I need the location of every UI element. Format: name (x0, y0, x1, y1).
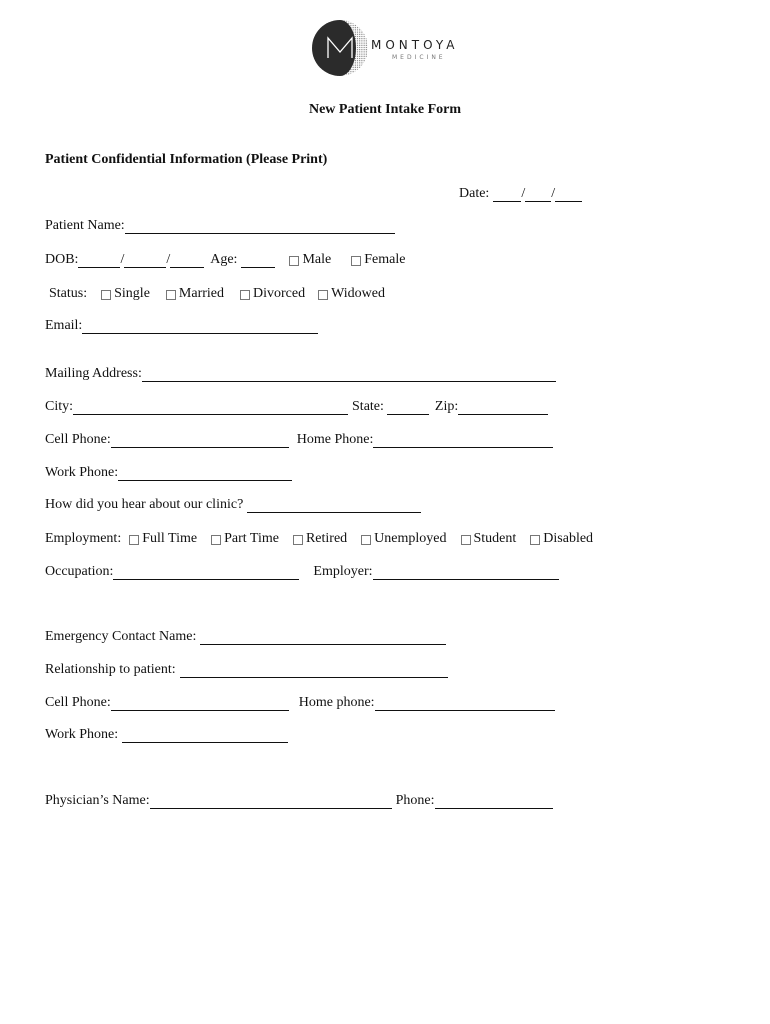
widowed-checkbox[interactable] (318, 290, 328, 300)
male-label: Male (302, 252, 332, 267)
ec-cell-phone-label: Cell Phone: (45, 695, 111, 710)
ec-home-phone-label: Home phone: (298, 695, 375, 710)
student-label: Student (473, 531, 517, 546)
ec-home-phone-field[interactable] (375, 697, 555, 711)
date-day-field[interactable] (525, 188, 551, 202)
status-label: Status: (49, 286, 88, 301)
physician-row (45, 791, 553, 809)
work-phone-row (45, 463, 292, 481)
single-checkbox[interactable] (101, 290, 111, 300)
occupation-row (45, 562, 559, 580)
part-time-checkbox[interactable] (211, 535, 221, 545)
mailing-address-field[interactable] (142, 368, 556, 382)
ec-work-phone-row (45, 725, 288, 743)
email-field[interactable] (82, 320, 318, 334)
part-time-label: Part Time (224, 531, 279, 546)
referral-row (45, 495, 421, 513)
female-label: Female (364, 252, 406, 267)
mailing-address-label: Mailing Address: (45, 366, 142, 381)
zip-label: Zip: (434, 399, 459, 414)
retired-checkbox[interactable] (293, 535, 303, 545)
home-phone-field[interactable] (373, 434, 553, 448)
divorced-checkbox[interactable] (240, 290, 250, 300)
ec-phone-row (45, 693, 555, 711)
male-checkbox[interactable] (289, 256, 299, 266)
retired-label: Retired (305, 531, 348, 546)
home-phone-label: Home Phone: (296, 432, 374, 447)
brand-subtitle: MEDICINE (392, 54, 446, 61)
form-title: New Patient Intake Form (308, 102, 462, 117)
cell-phone-label: Cell Phone: (45, 432, 111, 447)
date-label: Date: (459, 186, 490, 201)
dob-row: DOB: / / Age: Male Female (45, 252, 406, 267)
relationship-field[interactable] (180, 664, 448, 678)
married-label: Married (178, 286, 224, 301)
occupation-label: Occupation: (45, 564, 114, 579)
disabled-checkbox[interactable] (530, 535, 540, 545)
mailing-address-row (45, 364, 556, 382)
disabled-label: Disabled (543, 531, 594, 546)
zip-field[interactable] (458, 401, 548, 415)
full-time-label: Full Time (142, 531, 198, 546)
work-phone-label: Work Phone: (45, 465, 119, 480)
married-checkbox[interactable] (166, 290, 176, 300)
emergency-contact-row (45, 627, 446, 645)
divorced-label: Divorced (253, 286, 306, 301)
patient-name-row (45, 216, 395, 234)
female-checkbox[interactable] (351, 256, 361, 266)
work-phone-field[interactable] (118, 467, 292, 481)
age-field[interactable] (241, 254, 275, 268)
section-title: Patient Confidential Information (Please Print) (45, 152, 328, 167)
state-field[interactable] (387, 401, 429, 415)
ec-work-phone-field[interactable] (122, 729, 288, 743)
physician-name-field[interactable] (150, 795, 392, 809)
employment-row (45, 529, 593, 547)
dob-month-field[interactable] (78, 254, 120, 268)
student-checkbox[interactable] (461, 535, 471, 545)
city-label: City: (45, 399, 74, 414)
referral-field[interactable] (247, 499, 421, 513)
cell-phone-field[interactable] (111, 434, 289, 448)
email-label: Email: (45, 318, 83, 333)
dob-day-field[interactable] (124, 254, 166, 268)
unemployed-label: Unemployed (374, 531, 447, 546)
unemployed-checkbox[interactable] (361, 535, 371, 545)
date-month-field[interactable] (493, 188, 521, 202)
patient-name-field[interactable] (125, 220, 395, 234)
dob-label: DOB: (45, 252, 79, 267)
emergency-contact-label: Emergency Contact Name: (45, 629, 197, 644)
patient-name-label: Patient Name: (45, 218, 125, 233)
ec-cell-phone-field[interactable] (111, 697, 289, 711)
date-year-field[interactable] (555, 188, 582, 202)
employer-field[interactable] (373, 566, 559, 580)
age-label: Age: (210, 252, 238, 267)
ec-work-phone-label: Work Phone: (45, 727, 119, 742)
physician-label: Physician’s Name: (45, 793, 150, 808)
occupation-field[interactable] (113, 566, 299, 580)
referral-label: How did you hear about our clinic? (45, 497, 244, 512)
employer-label: Employer: (313, 564, 373, 579)
relationship-row (45, 660, 448, 678)
status-row (49, 284, 385, 302)
widowed-label: Widowed (331, 286, 385, 301)
emergency-contact-field[interactable] (200, 631, 446, 645)
state-label: State: (352, 399, 384, 414)
dob-year-field[interactable] (170, 254, 204, 268)
employment-label: Employment: (45, 531, 122, 546)
single-label: Single (114, 286, 150, 301)
physician-phone-label: Phone: (395, 793, 435, 808)
relationship-label: Relationship to patient: (45, 662, 176, 677)
brand-name: MONTOYA (371, 38, 459, 52)
city-field[interactable] (73, 401, 348, 415)
city-row (45, 397, 548, 415)
email-row (45, 316, 318, 334)
date-row: Date: / / (459, 184, 582, 202)
physician-phone-field[interactable] (435, 795, 553, 809)
phone-row (45, 430, 553, 448)
full-time-checkbox[interactable] (129, 535, 139, 545)
